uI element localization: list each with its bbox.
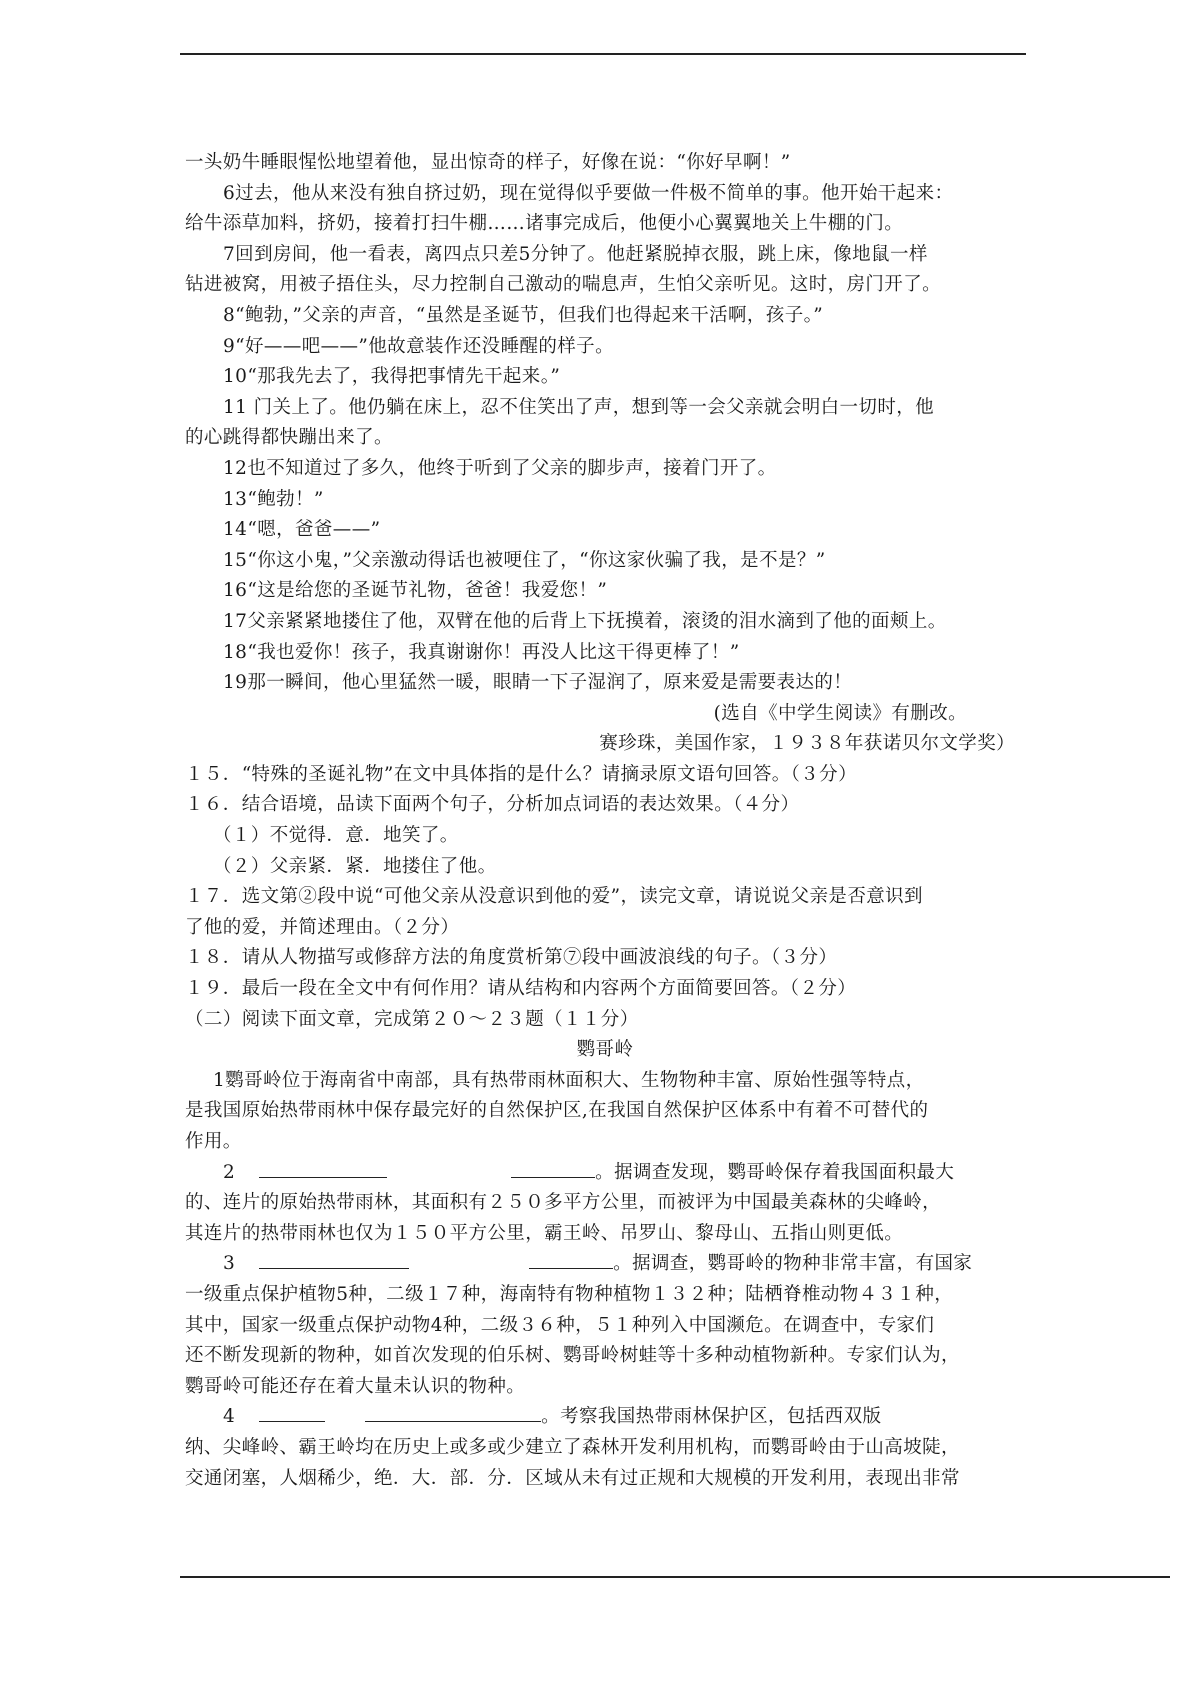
header-rule	[180, 53, 1026, 55]
question-18: １８．请从人物描写或修辞方法的角度赏析第⑦段中画波浪线的句子。（３分）	[185, 947, 838, 969]
story-paragraph: 13“鲍勃！”	[223, 488, 324, 510]
article-paragraph: 鹦哥岭可能还存在着大量未认识的物种。	[185, 1375, 526, 1397]
story-paragraph: 钻进被窝，用被子捂住头，尽力控制自己激动的喘息声，生怕父亲听见。这时，房门开了。	[185, 274, 942, 296]
story-paragraph: 的心跳得都快蹦出来了。	[185, 427, 393, 449]
question-15: １５．“特殊的圣诞礼物”在文中具体指的是什么？请摘录原文语句回答。（３分）	[185, 763, 857, 785]
article-paragraph-2-lead	[185, 1158, 1025, 1189]
story-paragraph: 19那一瞬间，他心里猛然一暖，眼睛一下子湿润了，原来爱是需要表达的！	[223, 672, 853, 694]
article-paragraph: 是我国原始热带雨林中保存最完好的自然保护区,在我国自然保护区体系中有着不可替代的	[185, 1100, 929, 1122]
article-paragraph: 其中，国家一级重点保护动物4种，二级３６种，５１种列入中国濒危。在调查中，专家们	[185, 1314, 935, 1336]
story-paragraph: 8“鲍勃，”父亲的声音，“虽然是圣诞节，但我们也得起来干活啊，孩子。”	[223, 304, 824, 326]
article-paragraph: 还不断发现新的物种，如首次发现的伯乐树、鹦哥岭树蛙等十多种动植物新种。专家们认为，	[185, 1345, 960, 1367]
article-paragraph: 作用。	[185, 1131, 242, 1152]
story-paragraph: 16“这是给您的圣诞节礼物，爸爸！我爱您！”	[223, 580, 608, 602]
question-17-continued: 了他的爱，并简述理由。（２分）	[185, 916, 460, 938]
story-paragraph: 9“好——吧——”他故意装作还没睡醒的样子。	[223, 335, 614, 357]
fill-blank[interactable]	[511, 1159, 595, 1178]
story-paragraph: 12也不知道过了多久，他终于听到了父亲的脚步声，接着门开了。	[223, 457, 777, 479]
section-2-instruction: （二）阅读下面文章，完成第２０～２３题（１１分）	[185, 1008, 639, 1030]
fill-blank[interactable]	[529, 1250, 613, 1269]
footer-rule	[180, 1576, 1170, 1578]
story-paragraph: 17父亲紧紧地搂住了他，双臂在他的后背上下抚摸着，滚烫的泪水滴到了他的面颊上。	[223, 610, 947, 632]
paragraph-text: 。考察我国热带雨林保护区，包括西双版	[541, 1406, 882, 1428]
question-19: １９．最后一段在全文中有何作用？请从结构和内容两个方面简要回答。（２分）	[185, 978, 857, 1000]
question-16-item-2: （２）父亲紧．紧．地搂住了他。	[213, 855, 497, 877]
paragraph-text: 。据调查发现，鹦哥岭保存着我国面积最大	[595, 1161, 955, 1183]
article-paragraph: 一级重点保护植物5种，二级１７种，海南特有物种植物１３２种；陆栖脊椎动物４３１种，	[185, 1283, 954, 1305]
article-paragraph-4-lead	[185, 1402, 1025, 1433]
story-paragraph: 15“你这小鬼，”父亲激动得话也被哽住了，“你这家伙骗了我，是不是？”	[223, 549, 826, 571]
fill-blank[interactable]	[259, 1159, 387, 1178]
paragraph-number: 2	[223, 1161, 236, 1183]
paragraph-text: 。据调查，鹦哥岭的物种非常丰富，有国家	[613, 1253, 973, 1275]
article-title: 鹦哥岭	[576, 1039, 634, 1061]
article-paragraph: 纳、尖峰岭、霸王岭均在历史上或多或少建立了森林开发利用机构，而鹦哥岭由于山高坡陡，	[185, 1436, 960, 1458]
story-paragraph: 14“嗯，爸爸——”	[223, 519, 381, 541]
story-source: (选自《中学生阅读》有删改。	[713, 702, 967, 724]
story-paragraph: 18“我也爱你！孩子，我真谢谢你！再没人比这干得更棒了！”	[223, 641, 740, 663]
story-paragraph: 7回到房间，他一看表，离四点只差5分钟了。他赶紧脱掉衣服，跳上床，像地鼠一样	[223, 243, 928, 265]
question-17: １７．选文第②段中说“可他父亲从没意识到他的爱”，读完文章，请说说父亲是否意识到	[185, 886, 923, 908]
paragraph-number: 3	[223, 1253, 236, 1275]
story-author-note: 赛珍珠，美国作家，１９３８年获诺贝尔文学奖）	[599, 733, 1015, 755]
paragraph-number: 4	[223, 1406, 236, 1428]
document-page	[185, 148, 1025, 1494]
story-paragraph: 11 门关上了。他仍躺在床上，忍不住笑出了声，想到等一会父亲就会明白一切时，他	[223, 396, 935, 418]
article-paragraph: 的、连片的原始热带雨林，其面积有２５０多平方公里，而被评为中国最美森林的尖峰岭，	[185, 1192, 942, 1214]
fill-blank[interactable]	[259, 1250, 409, 1269]
question-16: １６．结合语境，品读下面两个句子，分析加点词语的表达效果。（４分）	[185, 794, 800, 816]
story-paragraph: 一头奶牛睡眼惺忪地望着他，显出惊奇的样子，好像在说：“你好早啊！”	[185, 152, 791, 173]
story-paragraph: 6过去，他从来没有独自挤过奶，现在觉得似乎要做一件极不简单的事。他开始干起来：	[223, 182, 954, 204]
fill-blank[interactable]	[259, 1403, 325, 1422]
fill-blank[interactable]	[365, 1403, 541, 1422]
article-paragraph: 其连片的热带雨林也仅为１５０平方公里，霸王岭、吊罗山、黎母山、五指山则更低。	[185, 1222, 904, 1244]
article-paragraph-3-lead	[185, 1249, 1025, 1280]
article-paragraph: 1鹦哥岭位于海南省中南部，具有热带雨林面积大、生物物种丰富、原始性强等特点，	[213, 1069, 925, 1091]
question-16-item-1: （１）不觉得．意．地笑了。	[213, 825, 459, 847]
story-paragraph: 10“那我先去了，我得把事情先干起来。”	[223, 366, 561, 388]
story-paragraph: 给牛添草加料，挤奶，接着打扫牛棚……诸事完成后，他便小心翼翼地关上牛棚的门。	[185, 213, 904, 235]
article-paragraph: 交通闭塞，人烟稀少，绝．大．部．分．区域从未有过正规和大规模的开发利用，表现出非常	[185, 1467, 960, 1489]
